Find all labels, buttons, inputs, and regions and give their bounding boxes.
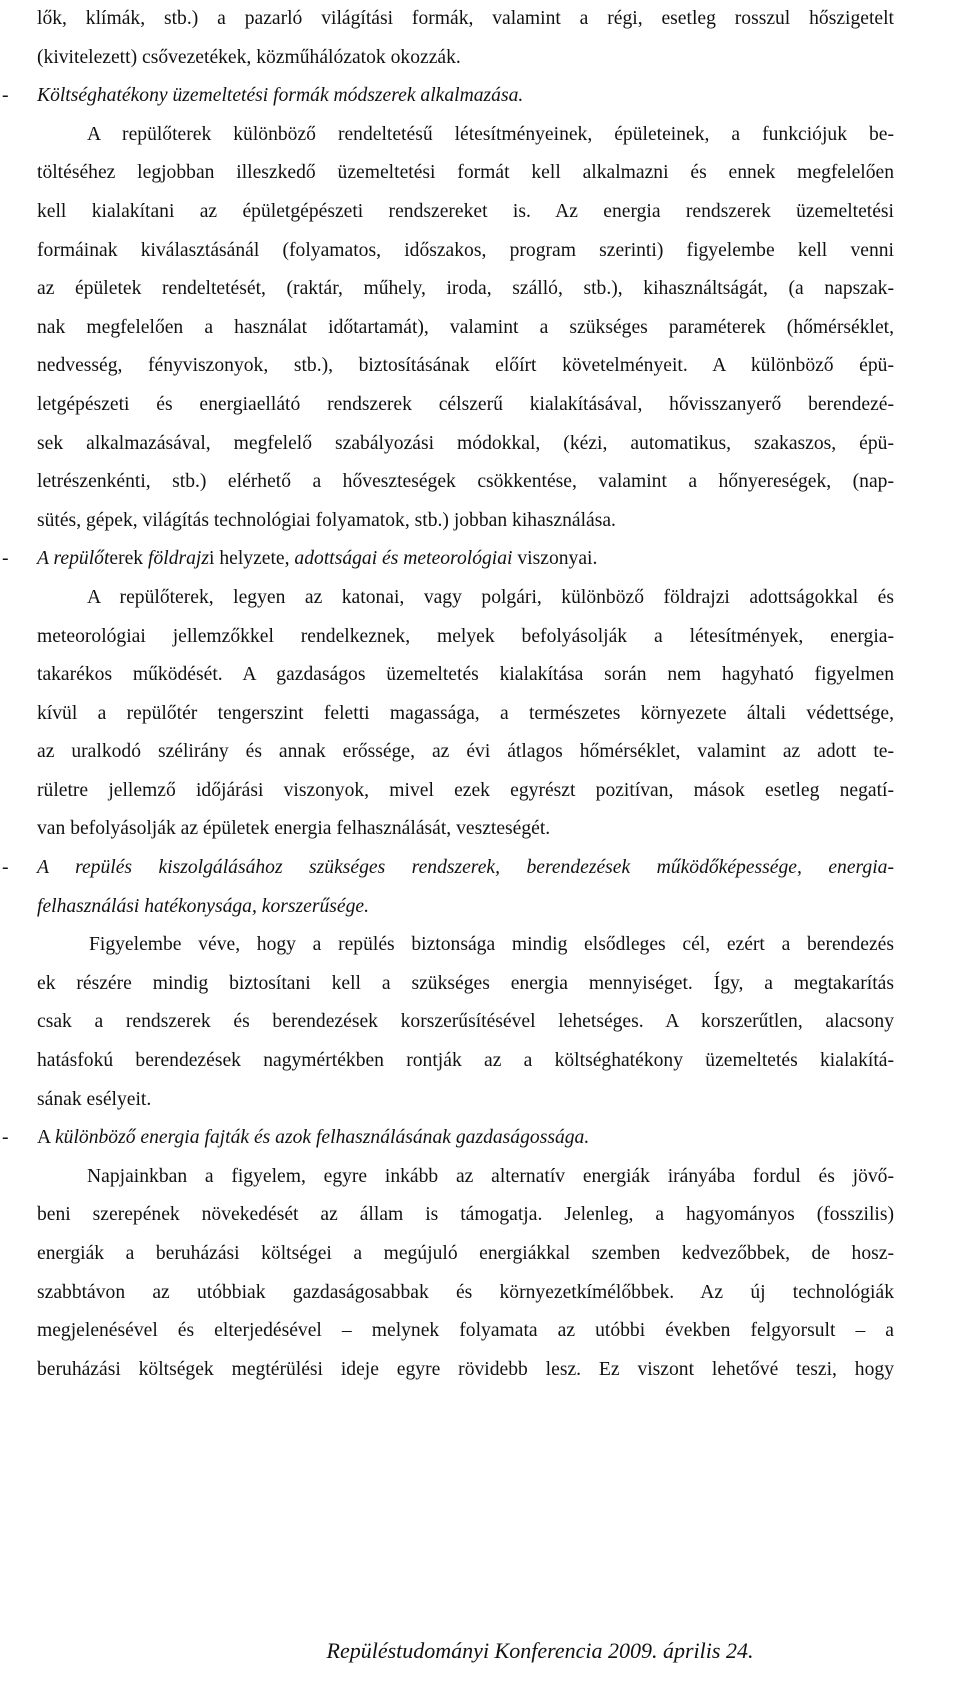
text-run: i helyzete, bbox=[209, 548, 295, 570]
line-text: megjelenésével és elterjedésével – melynek folyamata az utóbbi években felgyorsult – a bbox=[37, 1320, 894, 1342]
text-line bbox=[37, 772, 894, 811]
bullet-dash: - bbox=[2, 548, 9, 570]
text-line bbox=[37, 1351, 894, 1390]
text-line bbox=[37, 1312, 894, 1351]
line-text: Napjainkban a figyelem, egyre inkább az alternatív energiák irányába fordul és jövő- bbox=[87, 1165, 894, 1187]
bullet-dash: - bbox=[2, 857, 9, 879]
line-text: csak a rendszerek és berendezések korszerűsítésével lehetséges. A korszerűtlen, alacsony bbox=[37, 1011, 894, 1033]
line-text: beni szerepének növekedését az állam is támogatja. Jelenleg, a hagyományos (fosszilis) bbox=[37, 1204, 894, 1226]
text-line bbox=[37, 1158, 894, 1197]
line-text: sütés, gépek, világítás technológiai folyamatok, stb.) jobban kihasználása. bbox=[37, 509, 616, 531]
line-text: beruházási költségek megtérülési ideje egyre rövidebb lesz. Ez viszont lehetővé teszi, hogy bbox=[37, 1358, 894, 1380]
line-text: (kivitelezett) csővezetékek, közműhálózatok okozzák. bbox=[37, 46, 461, 68]
line-text: nedvesség, fényviszonyok, stb.), biztosításának előírt követelményeit. A különböző épü- bbox=[37, 355, 894, 377]
text-line bbox=[37, 1081, 894, 1120]
text-line bbox=[37, 579, 894, 618]
line-text: letrészenkénti, stb.) elérhető a hőveszteségek csökkentése, valamint a hőnyereségek, (nap- bbox=[37, 471, 894, 493]
line-text: sának esélyeit. bbox=[37, 1088, 152, 1110]
line-text: rületre jellemző időjárási viszonyok, mivel ezek egyrészt pozitívan, mások esetleg negatí- bbox=[37, 779, 894, 801]
line-text: sek alkalmazásával, megfelelő szabályozási módokkal, (kézi, automatikus, szakaszos, épü- bbox=[37, 432, 894, 454]
page-footer: Repüléstudományi Konferencia 2009. április 24. bbox=[326, 1638, 754, 1663]
line-text: kell kialakítani az épületgépészeti rendszereket is. Az energia rendszerek üzemeltetési bbox=[37, 200, 894, 222]
text-run: földrajz bbox=[148, 548, 209, 570]
text-line bbox=[37, 1196, 894, 1235]
line-text: Figyelembe véve, hogy a repülés biztonsága mindig elsődleges cél, ezért a berendezés bbox=[89, 934, 894, 956]
line-text: Költséghatékony üzemeltetési formák módszerek alkalmazása. bbox=[37, 85, 524, 107]
text-line bbox=[37, 154, 894, 193]
line-text: lők, klímák, stb.) a pazarló világítási formák, valamint a régi, esetleg rosszul hőszigetelt bbox=[37, 8, 894, 29]
line-text: formáinak kiválasztásánál (folyamatos, időszakos, program szerinti) figyelembe kell venni bbox=[37, 239, 894, 261]
text-line bbox=[37, 1235, 894, 1274]
line-text: töltéséhez legjobban illeszkedő üzemeltetési formát kell alkalmazni és ennek megfelelően bbox=[37, 162, 894, 184]
line-text: hatásfokú berendezések nagymértékben rontják az a költséghatékony üzemeltetés kialakítá- bbox=[37, 1050, 894, 1072]
text-line bbox=[37, 116, 894, 155]
text-line bbox=[37, 810, 894, 849]
text-run: A repülőt bbox=[37, 548, 110, 570]
text-line bbox=[37, 270, 894, 309]
text-line bbox=[37, 965, 894, 1004]
text-line bbox=[37, 425, 894, 464]
line-text: felhasználási hatékonysága, korszerűsége. bbox=[37, 895, 369, 917]
line-text: takarékos működését. A gazdaságos üzemeltetés kialakítása során nem hagyható figyelmen bbox=[37, 664, 894, 686]
text-line bbox=[37, 695, 894, 734]
line-text: van befolyásolják az épületek energia felhasználását, veszteségét. bbox=[37, 818, 551, 840]
bullet-item bbox=[2, 1119, 894, 1158]
text-line bbox=[37, 463, 894, 502]
text-run: A bbox=[37, 1127, 55, 1149]
line-text: A repülőterek különböző rendeltetésű létesítményeinek, épületeinek, a funkciójuk be- bbox=[87, 123, 894, 145]
line-text: A repülés kiszolgálásához szükséges rendszerek, berendezések működőképessége, energia- bbox=[37, 857, 894, 879]
text-line bbox=[37, 656, 894, 695]
line-text: szabbtávon az utóbbiak gazdaságosabbak és környezetkímélőbbek. Az új technológiák bbox=[37, 1281, 894, 1303]
text-line bbox=[37, 926, 894, 965]
text-line bbox=[37, 1042, 894, 1081]
bullet-dash: - bbox=[2, 1127, 9, 1149]
text-line bbox=[37, 888, 894, 927]
document-body bbox=[2, 0, 894, 1389]
text-line bbox=[37, 733, 894, 772]
text-run: különböző energia fajták és azok felhasználásának gazdaságossága. bbox=[54, 1127, 590, 1149]
text-line bbox=[37, 193, 894, 232]
bullet-item bbox=[2, 540, 894, 579]
line-text: ek részére mindig biztosítani kell a szükséges energia mennyiséget. Így, a megtakarítás bbox=[37, 972, 894, 994]
text-line bbox=[37, 39, 894, 78]
text-line bbox=[37, 232, 894, 271]
bullet-item bbox=[2, 849, 894, 888]
line-text: meteorológiai jellemzőkkel rendelkeznek, melyek befolyásolják a létesítmények, energia- bbox=[37, 625, 894, 647]
text-line bbox=[37, 618, 894, 657]
line-text: az uralkodó szélirány és annak erőssége, az évi átlagos hőmérséklet, valamint az adott te- bbox=[37, 741, 894, 763]
text-line bbox=[37, 347, 894, 386]
text-line bbox=[37, 1003, 894, 1042]
text-line bbox=[37, 309, 894, 348]
text-run: erek bbox=[109, 548, 149, 570]
line-text: nak megfelelően a használat időtartamát), valamint a szükséges paraméterek (hőmérséklet, bbox=[37, 316, 894, 338]
text-line bbox=[37, 386, 894, 425]
text-line bbox=[37, 1274, 894, 1313]
bullet-dash: - bbox=[2, 85, 9, 107]
line-text: az épületek rendeltetését, (raktár, műhely, iroda, szálló, stb.), kihasználtságát, (a napszak- bbox=[37, 278, 894, 300]
text-run: adottságai és meteorológiai bbox=[294, 548, 513, 570]
text-line bbox=[37, 502, 894, 541]
text-line bbox=[37, 0, 894, 39]
line-text: A repülőterek, legyen az katonai, vagy polgári, különböző földrajzi adottságokkal és bbox=[87, 586, 894, 608]
line-text: energiák a beruházási költségei a megújuló energiákkal szemben kedvezőbbek, de hosz- bbox=[37, 1243, 894, 1264]
line-text: kívül a repülőtér tengerszint feletti magassága, a természetes környezete általi védettsége, bbox=[37, 702, 894, 724]
bullet-item bbox=[2, 77, 894, 116]
line-text: letgépészeti és energiaellátó rendszerek célszerű kialakításával, hővisszanyerő berendezé- bbox=[37, 393, 894, 415]
text-run: viszonyai. bbox=[512, 548, 598, 570]
